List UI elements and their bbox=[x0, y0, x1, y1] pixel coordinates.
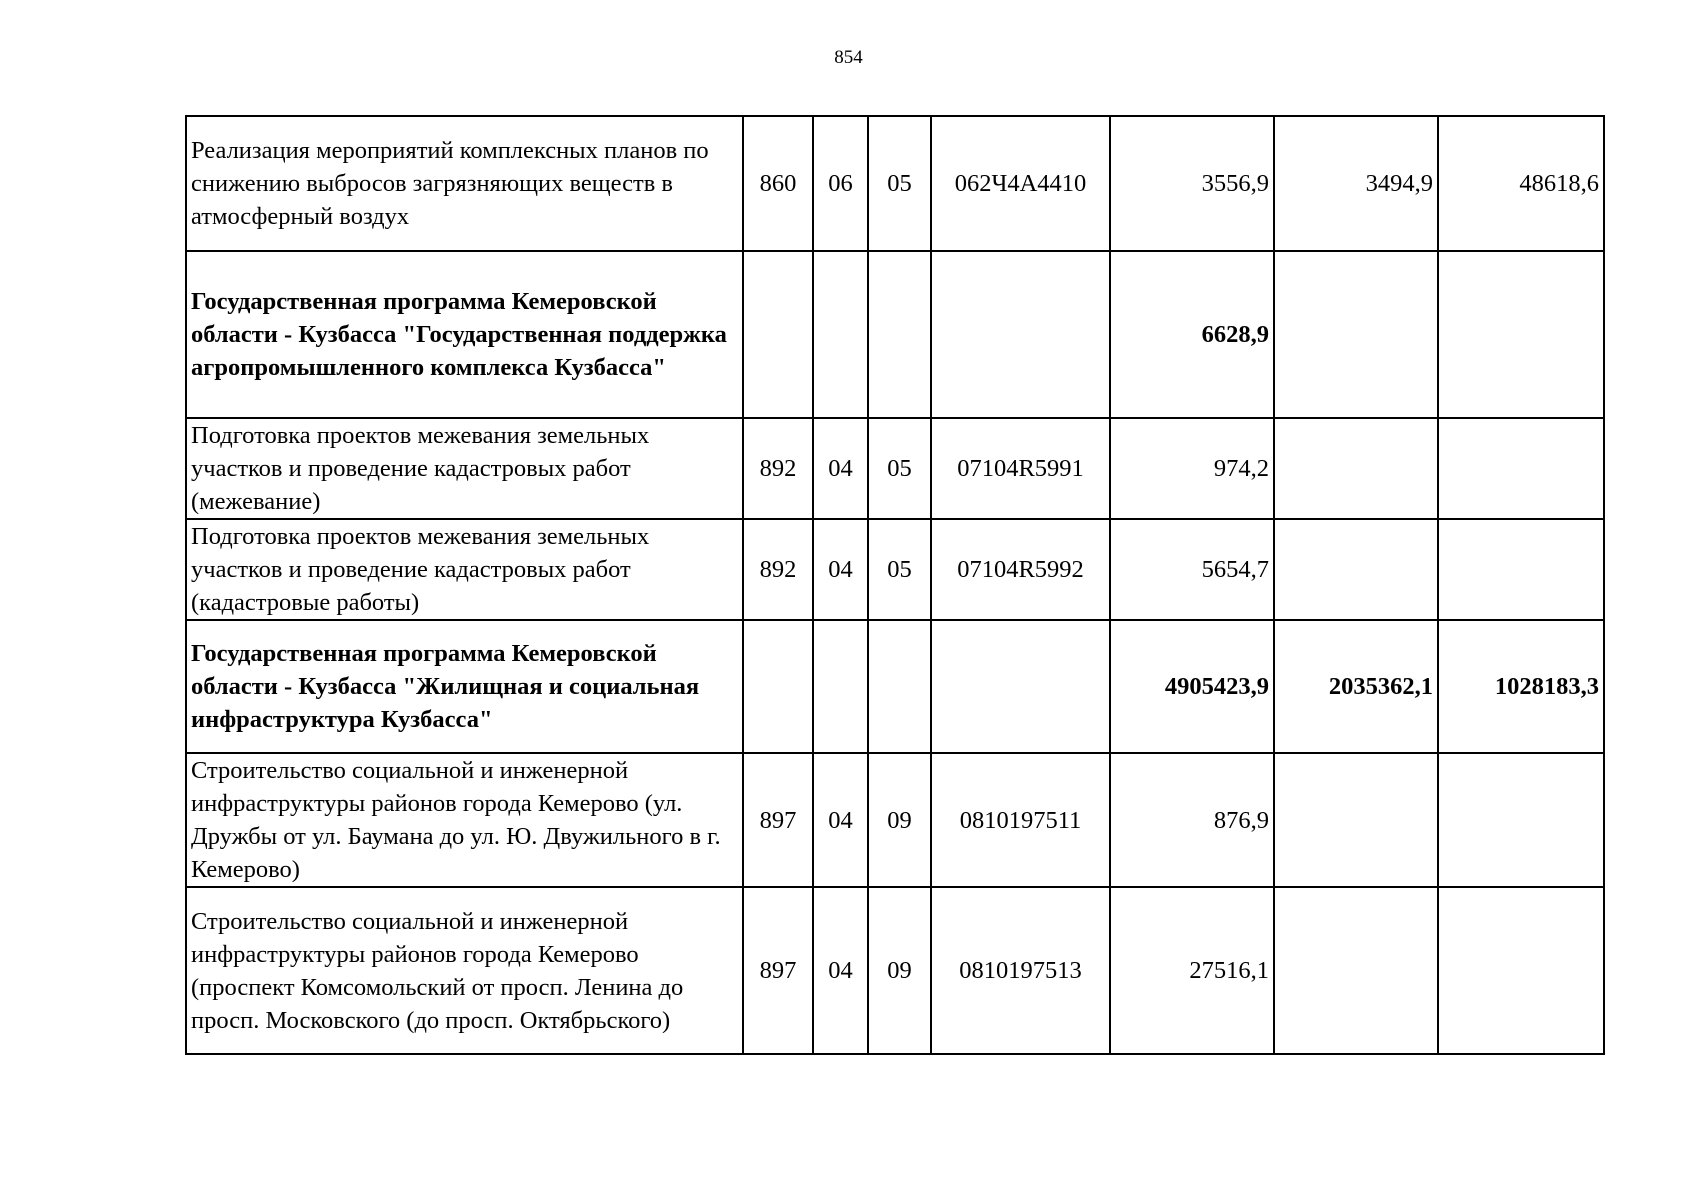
amount-year-3 bbox=[1438, 519, 1604, 620]
subsection-code: 05 bbox=[868, 519, 931, 620]
amount-year-2 bbox=[1274, 887, 1438, 1054]
amount-year-3 bbox=[1438, 251, 1604, 418]
row-name: Подготовка проектов межевания земельных участков и проведение кадастровых работ (межевание) bbox=[186, 418, 743, 519]
subsection-code: 05 bbox=[868, 116, 931, 251]
target-code: 062Ч4А4410 bbox=[931, 116, 1110, 251]
target-code: 07104R5992 bbox=[931, 519, 1110, 620]
table-row bbox=[186, 116, 1604, 251]
table-row bbox=[186, 519, 1604, 620]
budget-table bbox=[185, 115, 1605, 1055]
section-code: 04 bbox=[813, 519, 868, 620]
ministry-code: 892 bbox=[743, 519, 813, 620]
subsection-code bbox=[868, 251, 931, 418]
amount-year-3 bbox=[1438, 887, 1604, 1054]
table-row bbox=[186, 887, 1604, 1054]
section-code bbox=[813, 251, 868, 418]
table-row bbox=[186, 753, 1604, 887]
section-code: 04 bbox=[813, 418, 868, 519]
amount-year-1: 6628,9 bbox=[1110, 251, 1274, 418]
subsection-code bbox=[868, 620, 931, 753]
section-code bbox=[813, 620, 868, 753]
amount-year-2 bbox=[1274, 418, 1438, 519]
row-name: Государственная программа Кемеровской области - Кузбасса "Государственная поддержка агропромышленного комплекса Кузбасса" bbox=[186, 251, 743, 418]
target-code bbox=[931, 620, 1110, 753]
amount-year-2: 3494,9 bbox=[1274, 116, 1438, 251]
page-number: 854 bbox=[834, 47, 863, 68]
amount-year-3: 48618,6 bbox=[1438, 116, 1604, 251]
row-name: Подготовка проектов межевания земельных участков и проведение кадастровых работ (кадастровые работы) bbox=[186, 519, 743, 620]
amount-year-1: 876,9 bbox=[1110, 753, 1274, 887]
ministry-code: 897 bbox=[743, 887, 813, 1054]
amount-year-3 bbox=[1438, 418, 1604, 519]
subsection-code: 09 bbox=[868, 753, 931, 887]
amount-year-1: 3556,9 bbox=[1110, 116, 1274, 251]
ministry-code bbox=[743, 251, 813, 418]
amount-year-2 bbox=[1274, 753, 1438, 887]
target-code: 0810197513 bbox=[931, 887, 1110, 1054]
subsection-code: 09 bbox=[868, 887, 931, 1054]
target-code: 0810197511 bbox=[931, 753, 1110, 887]
amount-year-2: 2035362,1 bbox=[1274, 620, 1438, 753]
section-code: 06 bbox=[813, 116, 868, 251]
amount-year-1: 27516,1 bbox=[1110, 887, 1274, 1054]
table-row bbox=[186, 251, 1604, 418]
target-code bbox=[931, 251, 1110, 418]
row-name: Реализация мероприятий комплексных планов по снижению выбросов загрязняющих веществ в атмосферный воздух bbox=[186, 116, 743, 251]
amount-year-1: 5654,7 bbox=[1110, 519, 1274, 620]
row-name: Строительство социальной и инженерной инфраструктуры районов города Кемерово (проспект Комсомольский от просп. Ленина до просп. Московского (до просп. Октябрьского) bbox=[186, 887, 743, 1054]
amount-year-1: 974,2 bbox=[1110, 418, 1274, 519]
section-code: 04 bbox=[813, 753, 868, 887]
amount-year-1: 4905423,9 bbox=[1110, 620, 1274, 753]
amount-year-3: 1028183,3 bbox=[1438, 620, 1604, 753]
ministry-code: 897 bbox=[743, 753, 813, 887]
section-code: 04 bbox=[813, 887, 868, 1054]
subsection-code: 05 bbox=[868, 418, 931, 519]
ministry-code: 860 bbox=[743, 116, 813, 251]
row-name: Государственная программа Кемеровской области - Кузбасса "Жилищная и социальная инфраструктура Кузбасса" bbox=[186, 620, 743, 753]
amount-year-2 bbox=[1274, 519, 1438, 620]
amount-year-2 bbox=[1274, 251, 1438, 418]
table-row bbox=[186, 620, 1604, 753]
table-row bbox=[186, 418, 1604, 519]
ministry-code bbox=[743, 620, 813, 753]
row-name: Строительство социальной и инженерной инфраструктуры районов города Кемерово (ул. Дружбы от ул. Баумана до ул. Ю. Двужильного в г. Кемерово) bbox=[186, 753, 743, 887]
target-code: 07104R5991 bbox=[931, 418, 1110, 519]
ministry-code: 892 bbox=[743, 418, 813, 519]
amount-year-3 bbox=[1438, 753, 1604, 887]
